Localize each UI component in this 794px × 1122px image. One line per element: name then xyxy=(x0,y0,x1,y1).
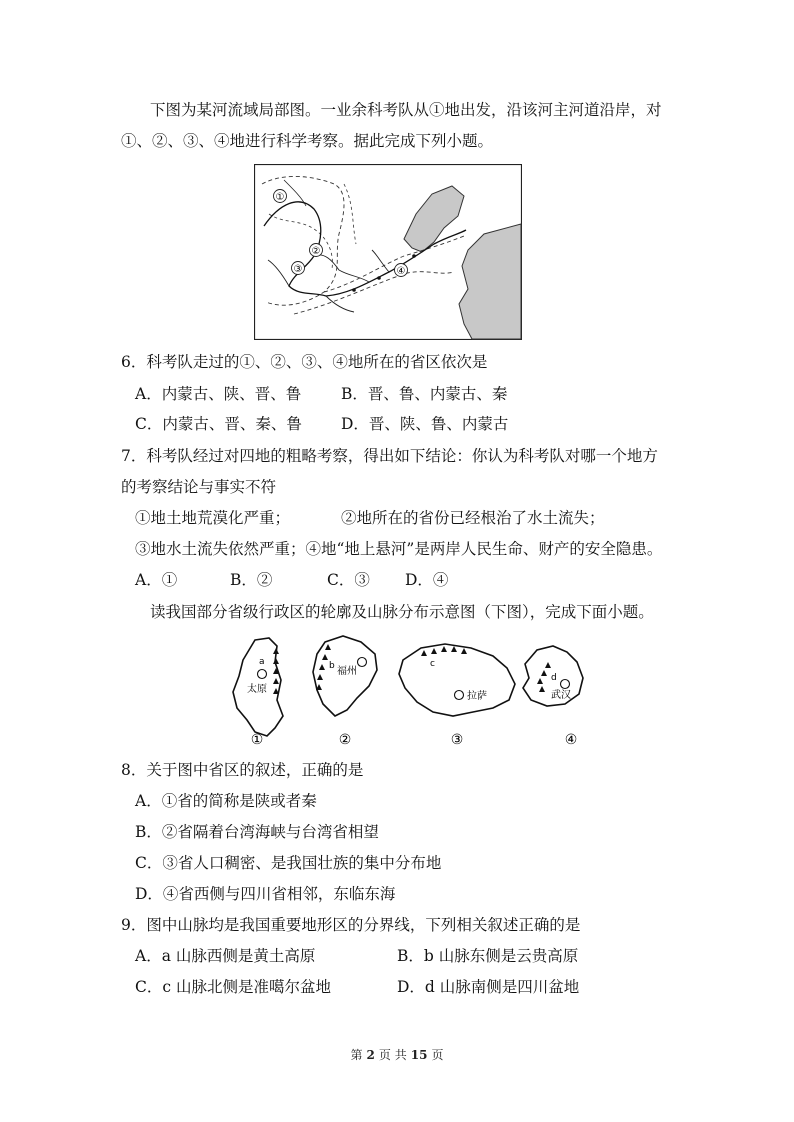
province-1-city: 太原 xyxy=(247,684,267,695)
q7-statement-1: ①地土地荒漠化严重； xyxy=(135,509,291,527)
province-1-number: ① xyxy=(250,732,264,748)
river-basin-map xyxy=(254,164,522,340)
q7-option-a[interactable]: A．① xyxy=(135,571,178,589)
footer-middle: 页 共 xyxy=(378,1048,407,1062)
q9-option-a[interactable]: A．a 山脉西侧是黄土高原 xyxy=(135,947,316,965)
intro2-text: 读我国部分省级行政区的轮廓及山脉分布示意图（下图），完成下面小题。 xyxy=(150,603,654,621)
q8-option-b[interactable]: B．②省隔着台湾海峡与台湾省相望 xyxy=(135,823,379,841)
q7-stem-line-1: 7．科考队经过对四地的粗略考察，得出如下结论：你认为科考队对哪一个地方 xyxy=(121,447,658,465)
footer-prefix: 第 xyxy=(350,1048,363,1062)
q9-option-c[interactable]: C．c 山脉北侧是准噶尔盆地 xyxy=(135,978,331,996)
map1-label-1: ① xyxy=(275,192,285,203)
q7-statement-3-4: ③地水土流失依然严重；④地“地上悬河”是两岸人民生命、财产的安全隐患。 xyxy=(135,540,663,558)
q8-option-d[interactable]: D．④省西侧与四川省相邻，东临东海 xyxy=(135,885,396,903)
province-2-letter: b xyxy=(329,661,335,671)
province-2-city: 福州 xyxy=(337,666,357,677)
q9-stem: 9．图中山脉均是我国重要地形区的分界线，下列相关叙述正确的是 xyxy=(121,916,581,934)
q6-stem: 6．科考队走过的①、②、③、④地所在的省区依次是 xyxy=(121,353,488,371)
province-1-letter: a xyxy=(259,657,265,667)
province-1-outline xyxy=(233,638,283,736)
province-3-number: ③ xyxy=(450,732,464,748)
q9-option-b[interactable]: B．b 山脉东侧是云贵高原 xyxy=(397,947,579,965)
province-3-outline xyxy=(399,644,515,716)
q8-stem: 8．关于图中省区的叙述，正确的是 xyxy=(121,761,364,779)
q7-statement-2: ②地所在的省份已经根治了水土流失； xyxy=(341,509,605,527)
q7-stem-line-2: 的考察结论与事实不符 xyxy=(121,478,277,496)
province-2-outline xyxy=(313,636,377,716)
province-4-letter: d xyxy=(551,673,557,683)
q7-option-c[interactable]: C．③ xyxy=(327,571,370,589)
q6-option-a[interactable]: A．内蒙古、陕、晋、鲁 xyxy=(135,385,302,403)
q8-option-c[interactable]: C．③省人口稠密、是我国壮族的集中分布地 xyxy=(135,854,442,872)
q7-option-d[interactable]: D．④ xyxy=(405,571,449,589)
province-outlines-figure xyxy=(225,632,585,754)
map1-label-4: ④ xyxy=(396,266,406,277)
intro-line-1: 下图为某河流域局部图。一业余科考队从①地出发，沿该河主河道沿岸，对 xyxy=(150,101,662,119)
intro-line-2: ①、②、③、④地进行科学考察。据此完成下列小题。 xyxy=(121,132,494,150)
q6-option-d[interactable]: D．晋、陕、鲁、内蒙古 xyxy=(341,415,509,433)
q9-option-d[interactable]: D．d 山脉南侧是四川盆地 xyxy=(397,978,580,996)
q6-option-c[interactable]: C．内蒙古、晋、秦、鲁 xyxy=(135,415,302,433)
footer-total-pages: 15 xyxy=(410,1048,428,1062)
page-footer xyxy=(0,1046,794,1063)
footer-suffix: 页 xyxy=(431,1048,444,1062)
province-3-letter: c xyxy=(430,659,435,669)
province-4-outline xyxy=(523,646,583,706)
q7-option-b[interactable]: B．② xyxy=(230,571,273,589)
footer-page-number: 2 xyxy=(366,1048,375,1062)
province-4-city: 武汉 xyxy=(551,690,571,701)
q8-option-a[interactable]: A．①省的简称是陕或者秦 xyxy=(135,792,317,810)
q6-option-b[interactable]: B．晋、鲁、内蒙古、秦 xyxy=(341,385,508,403)
map1-label-2: ② xyxy=(311,246,321,257)
province-3-city: 拉萨 xyxy=(467,691,487,702)
province-4-number: ④ xyxy=(564,732,578,748)
province-2-number: ② xyxy=(338,732,352,748)
map1-label-3: ③ xyxy=(293,264,303,275)
